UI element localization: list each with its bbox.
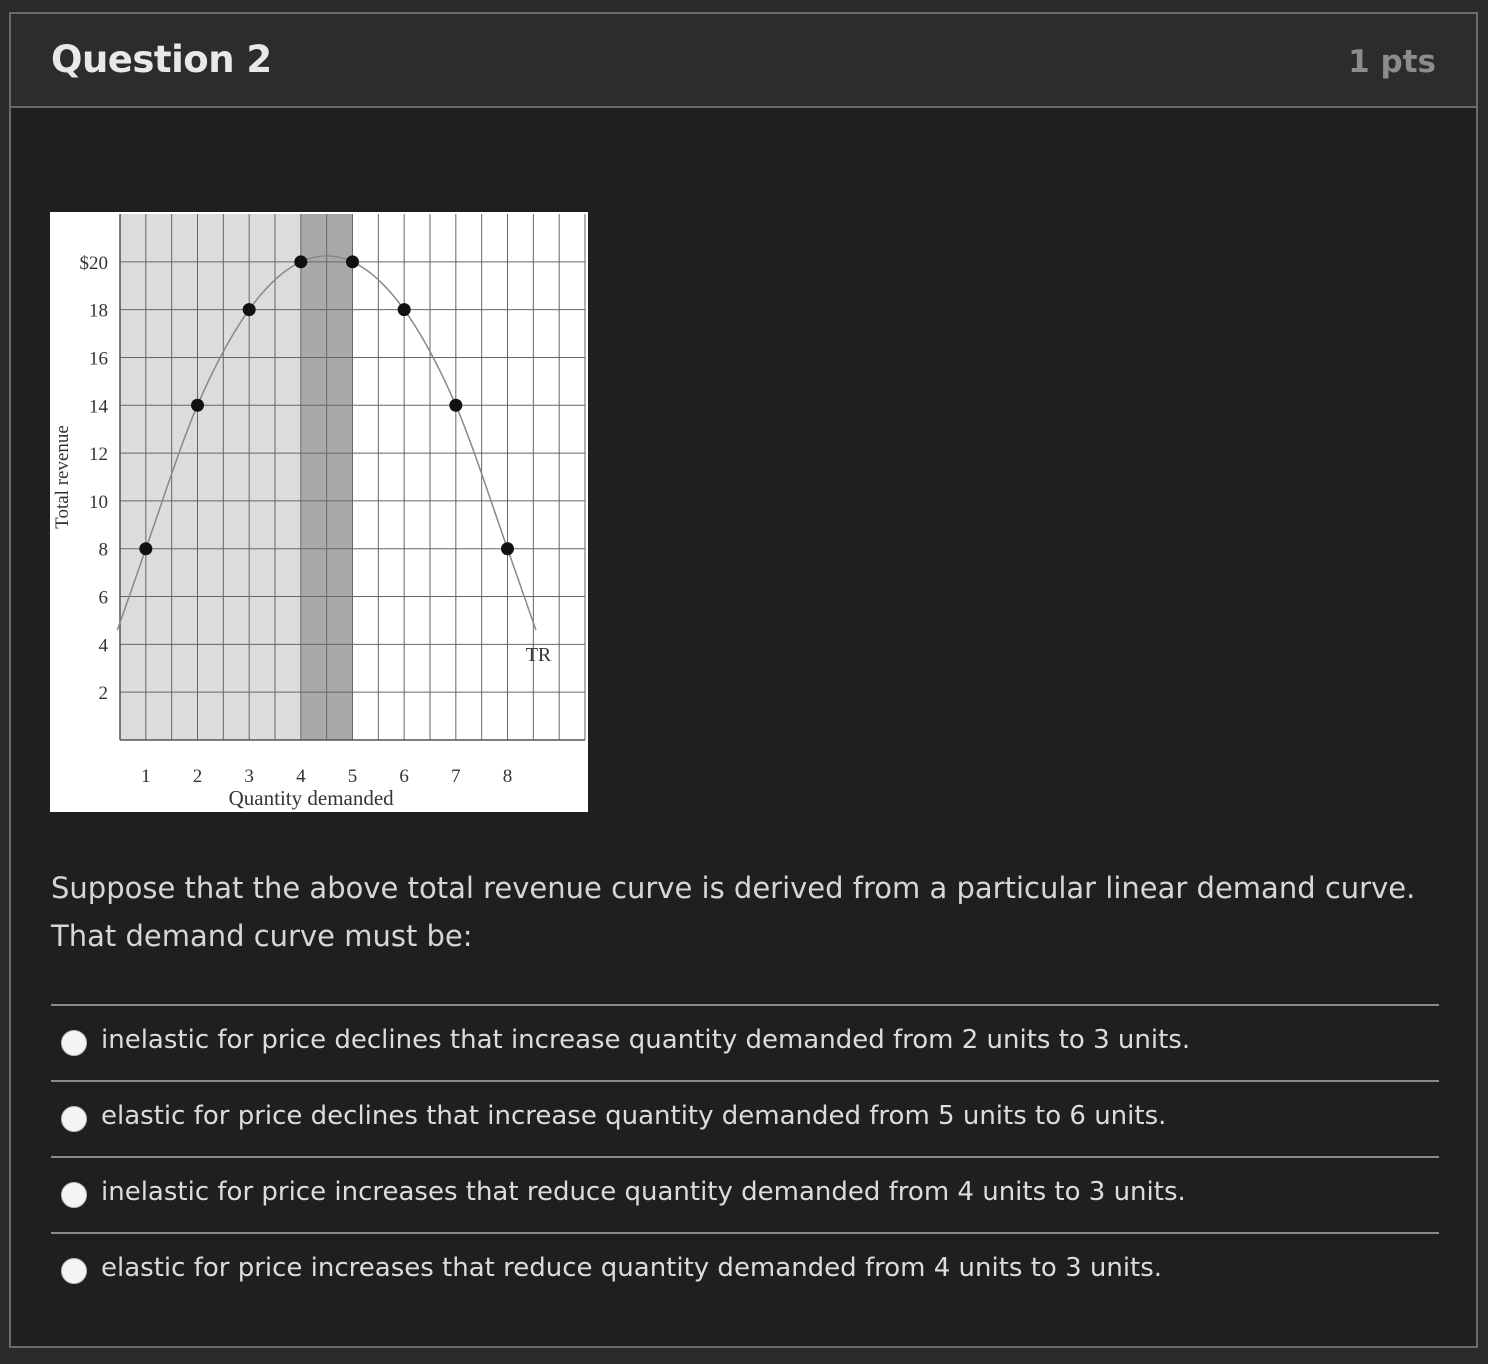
x-tick-label: 3	[244, 766, 254, 787]
data-point	[243, 303, 256, 316]
y-tick-label: 2	[98, 683, 108, 705]
x-tick-label: 6	[399, 766, 409, 787]
question-header	[11, 14, 1476, 108]
data-point	[139, 542, 152, 555]
y-tick-label: 18	[89, 300, 108, 322]
question-points: 1 pts	[1348, 44, 1436, 80]
answer-option-4[interactable]	[51, 1232, 1439, 1308]
data-point	[294, 255, 307, 268]
data-point	[398, 303, 411, 316]
y-axis-label: Total revenue	[52, 425, 73, 529]
radio-button[interactable]	[61, 1258, 87, 1284]
data-point	[449, 399, 462, 412]
y-tick-label: 6	[98, 587, 108, 609]
y-tick-label: 14	[89, 396, 108, 418]
data-point	[191, 399, 204, 412]
question-card	[9, 12, 1478, 1348]
radio-button[interactable]	[61, 1030, 87, 1056]
x-tick-label: 1	[141, 766, 151, 787]
x-tick-label: 8	[502, 766, 513, 787]
shaded-region-light	[120, 214, 301, 740]
x-tick-label: 7	[451, 766, 461, 787]
y-tick-label: 8	[98, 539, 108, 561]
y-tick-label: 4	[98, 635, 108, 657]
radio-button[interactable]	[61, 1106, 87, 1132]
question-text: Suppose that the above total revenue curve is derived from a particular linear demand curve. That demand curve must be:	[51, 871, 1416, 953]
series-label-tr: TR	[525, 644, 552, 667]
x-tick-label: 2	[192, 766, 203, 787]
question-title: Question 2	[51, 38, 272, 81]
x-axis-label: Quantity demanded	[228, 786, 394, 810]
answer-label[interactable]: inelastic for price declines that increase quantity demanded from 2 units to 3 units.	[101, 1025, 1191, 1055]
answer-label[interactable]: inelastic for price increases that reduce quantity demanded from 4 units to 3 units.	[101, 1177, 1186, 1207]
answer-option-1[interactable]	[51, 1004, 1439, 1080]
radio-button[interactable]	[61, 1182, 87, 1208]
chart-svg	[50, 212, 588, 812]
y-tick-label: 10	[89, 491, 108, 513]
data-point	[501, 542, 514, 555]
y-tick-label: 12	[89, 444, 108, 466]
total-revenue-chart	[50, 212, 588, 812]
x-tick-label: 5	[347, 766, 358, 787]
answer-label[interactable]: elastic for price declines that increase quantity demanded from 5 units to 6 units.	[101, 1101, 1167, 1131]
data-point	[346, 255, 359, 268]
y-tick-label: 16	[89, 348, 108, 370]
x-tick-label: 4	[296, 766, 306, 787]
answer-label[interactable]: elastic for price increases that reduce quantity demanded from 4 units to 3 units.	[101, 1253, 1163, 1283]
answer-option-3[interactable]	[51, 1156, 1439, 1232]
answer-list	[51, 1004, 1439, 1308]
y-tick-label: $20	[79, 252, 108, 274]
answer-option-2[interactable]	[51, 1080, 1439, 1156]
